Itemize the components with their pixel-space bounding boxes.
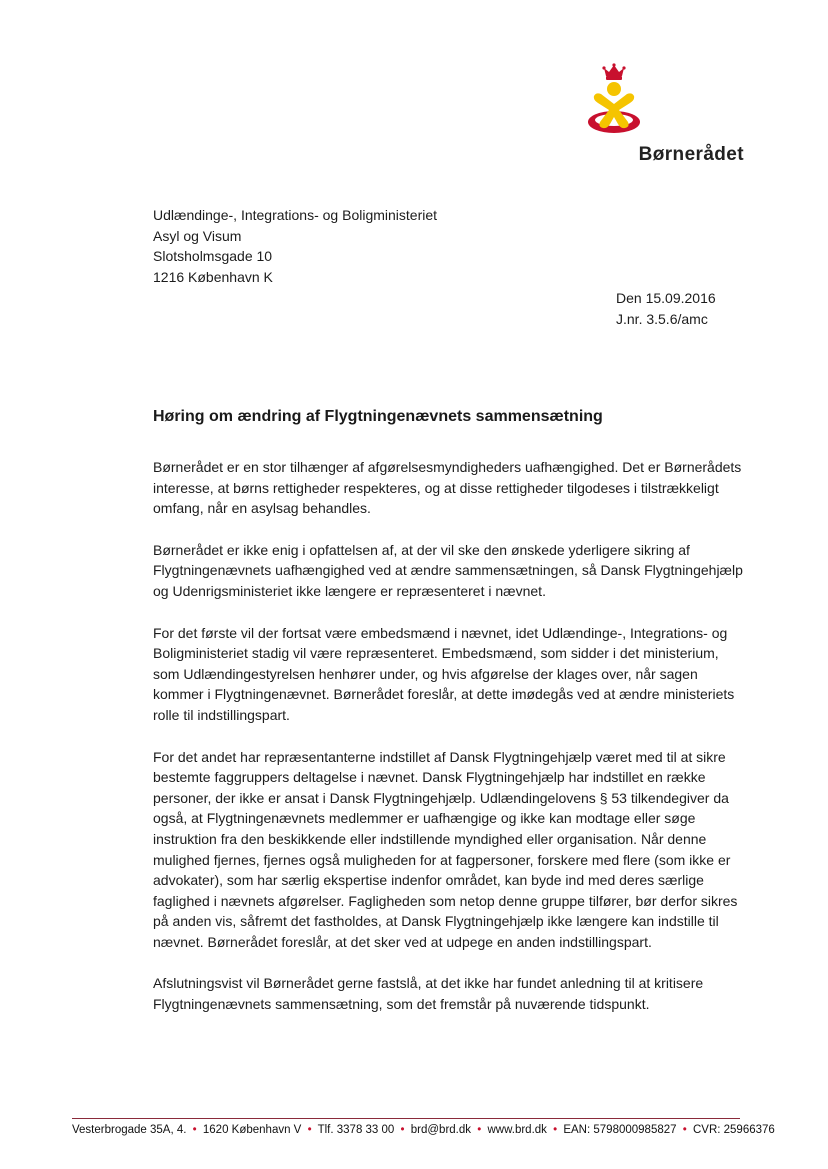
paragraph-line: instruktion fra den beskikkende eller indstillende myndighed eller organisation. Når denne [153,830,707,847]
paragraph [153,973,753,1014]
letter-meta [616,288,716,329]
recipient-line: Asyl og Visum [153,227,242,244]
footer-cvr: CVR: 25966376 [692,1124,775,1136]
recipient-line: 1216 København K [153,268,273,285]
recipient-address [153,205,437,287]
footer-separator: • [400,1124,405,1136]
paragraph-line: som Udlændingestyrelsen henhører under, og hvis afgørelse der klages over, når sagen [153,665,698,682]
footer-ean: EAN: 5798000985827 [563,1124,677,1136]
letter-body [153,457,753,1036]
paragraph-line: interesse, at børns rettigheder respekteres, og at disse rettigheder tilgodeses i tilstrækkeligt [153,479,719,496]
footer-separator: • [477,1124,482,1136]
footer-separator: • [192,1124,197,1136]
paragraph-line: Boligministeriet stadig vil være repræsenteret. Embedsmænd, som sidder i det ministerium, [153,645,719,662]
footer-divider [72,1118,740,1119]
letter-title: Høring om ændring af Flygtningenævnets sammensætning [153,408,603,425]
paragraph [153,747,753,953]
paragraph-line: Børnerådet er en stor tilhænger af afgørelsesmyndigheders uafhængighed. Det er Børnerådets [153,459,742,475]
footer-email[interactable]: brd@brd.dk [410,1124,472,1136]
paragraph-line: Flygtningenævnets sammensætning, som det fremstår på nuværende tidspunkt. [153,996,650,1013]
paragraph-line: Børnerådet er ikke enig i opfattelsen af, at der vil ske den ønskede yderligere sikring af [153,541,690,558]
paragraph [153,540,753,602]
brand-name: Børnerådet [638,144,744,165]
paragraph-line: For det andet har repræsentanterne indstillet af Dansk Flygtningehjælp været med til at sikre [153,748,726,765]
recipient-line: Slotsholmsgade 10 [153,248,273,264]
footer-address: Vesterbrogade 35A, 4. [72,1124,187,1136]
paragraph-line: For det første vil der fortsat være embedsmænd i nævnet, idet Udlændinge-, Integrations- og [153,624,728,641]
boerneraadet-logo-icon [582,62,646,138]
paragraph-line: også, at Flygtningenævnets medlemmer er uafhængige og ikke kan modtage eller søge [153,810,696,827]
footer-separator: • [682,1124,687,1136]
paragraph-line: faglighed i nævnets afgørelser. Fagligheden som netop denne gruppe tilfører, bør derfor sikres [153,892,738,909]
paragraph-line: og Udenrigsministeriet ikke længere er repræsenteret i nævnet. [153,582,546,599]
paragraph [153,457,753,519]
paragraph-line: Flygtningenævnets uafhængighed ved at ændre sammensætningen, så Dansk Flygtningehjælp [153,562,743,579]
paragraph-line: Afslutningsvist vil Børnerådet gerne fastslå, at det ikke har fundet anledning til at kritisere [153,975,704,992]
footer-phone: Tlf. 3378 33 00 [317,1124,395,1136]
footer-separator: • [307,1124,312,1136]
journal-number: J.nr. 3.5.6/amc [616,310,708,327]
recipient-line: Udlændinge-, Integrations- og Boligministeriet [153,207,438,223]
paragraph-line: mulighed fjernes, fjernes også muligheden for at fagpersoner, forskere med flere (som ikke er [153,851,731,868]
paragraph-line: på anden vis, såfremt det fastholdes, at Dansk Flygtningehjælp ikke længere kan indstille til [153,913,719,930]
letter-date: Den 15.09.2016 [616,290,716,306]
paragraph-line: personer, der ikke er ansat i Dansk Flygtningehjælp. Udlændingelovens § 53 tilkendegiver da [153,789,729,806]
footer-separator: • [553,1124,558,1136]
paragraph-line: bestemte faggruppers deltagelse i nævnet. Dansk Flygtningehjælp har indstillet en række [153,769,706,786]
paragraph [153,623,753,726]
paragraph-line: advokater), som har særlig ekspertise indenfor området, kan byde ind med deres særlige [153,872,704,889]
paragraph-line: kommer i Flygtningenævnet. Børnerådet foreslår, at dette imødegås ved at ændre ministeriets [153,686,735,703]
footer-contact [72,1124,775,1136]
footer-city: 1620 København V [202,1124,302,1136]
paragraph-line: omfang, når en asylsag behandles. [153,500,371,517]
paragraph-line: nævnet. Børnerådet foreslår, at det sker ved at udpege en anden indstillingspart. [153,933,652,950]
paragraph-line: rolle til indstillingspart. [153,706,290,723]
footer-website[interactable]: www.brd.dk [487,1124,547,1136]
